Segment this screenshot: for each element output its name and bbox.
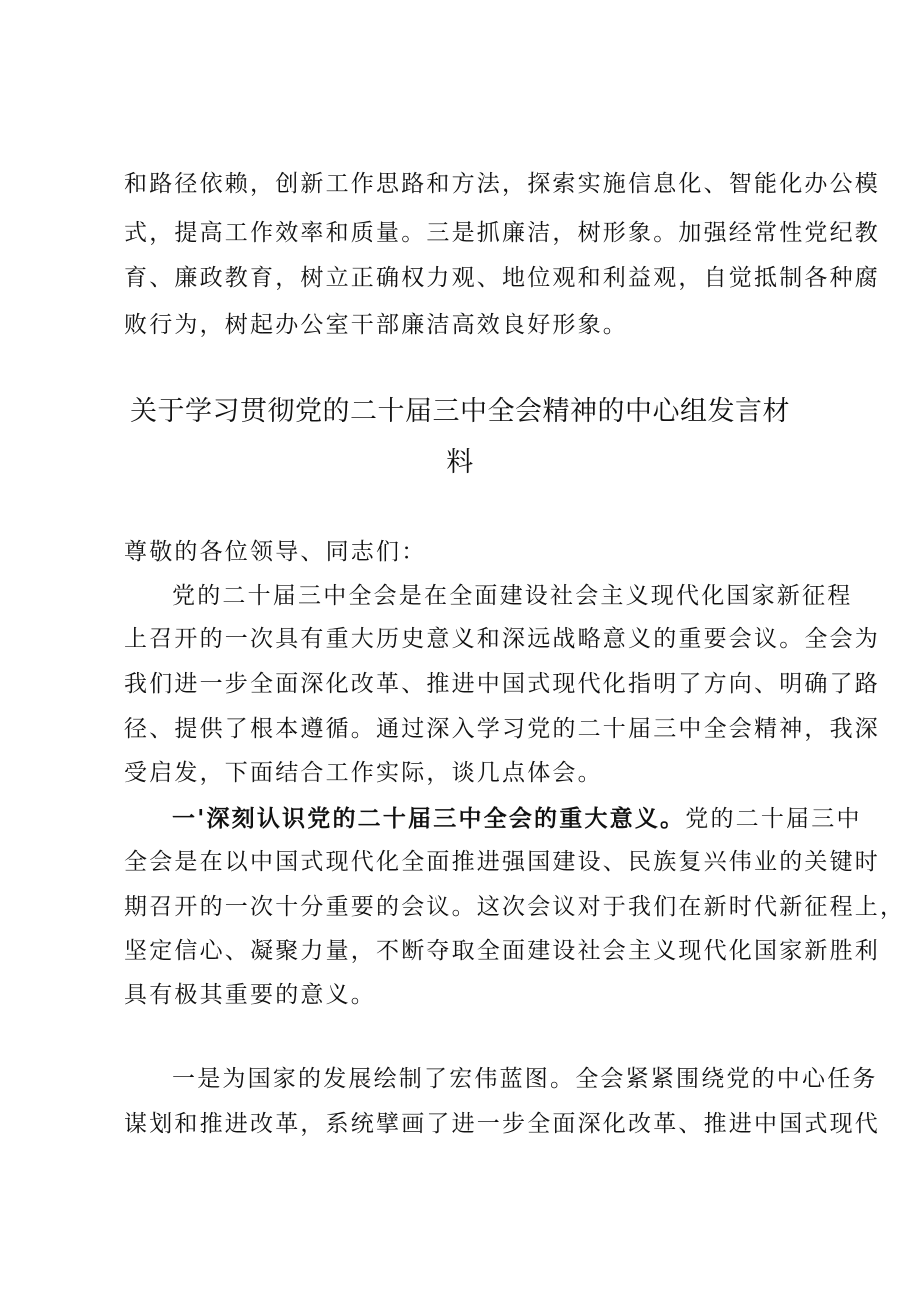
intro-line-1: 党的二十届三中全会是在全面建设社会主义现代化国家新征程 [172,583,853,609]
greeting: 尊敬的各位领导、同志们： [124,539,427,565]
top-paragraph-line-1: 和路径依赖，创新工作思路和方法，探索实施信息化、智能化办公模 [124,171,880,197]
section-one-line-3: 期召开的一次十分重要的会议。这次会议对于我们在新时代新征程上， [124,894,906,920]
document-title-line-1: 关于学习贯彻党的二十届三中全会精神的中心组发言材 [130,396,790,427]
section-one-heading: 一'深刻认识党的二十届三中全会的重大意义。 [172,805,686,832]
intro-line-5: 受启发，下面结合工作实际，谈几点体会。 [124,760,603,786]
section-one-line-2: 全会是在以中国式现代化全面推进强国建设、民族复兴伟业的关键时 [124,849,880,875]
section-one-line-4: 坚定信心、凝聚力量，不断夺取全面建设社会主义现代化国家新胜利 [124,938,880,964]
intro-line-3: 我们进一步全面深化改革、推进中国式现代化指明了方向、明确了路 [124,671,880,697]
intro-line-2: 上召开的一次具有重大历史意义和深远战略意义的重要会议。全会为 [124,626,880,652]
top-paragraph-line-3: 育、廉政教育，树立正确权力观、地位观和利益观，自觉抵制各种腐 [124,265,880,291]
section-one-first-line [172,804,862,834]
document-title-line-2: 料 [446,447,474,478]
point-one-line-1: 一是为国家的发展绘制了宏伟蓝图。全会紧紧围绕党的中心任务 [172,1066,878,1092]
intro-line-4: 径、提供了根本遵循。通过深入学习党的二十届三中全会精神，我深 [124,716,880,742]
top-paragraph-line-2: 式，提高工作效率和质量。三是抓廉洁，树形象。加强经常性党纪教 [124,220,880,246]
top-paragraph-line-4: 败行为，树起办公室干部廉洁高效良好形象。 [124,312,628,338]
section-one-first-line-rest: 党的二十届三中 [685,806,862,832]
section-one-line-5: 具有极其重要的意义。 [124,982,376,1008]
point-one-line-2: 谋划和推进改革，系统擘画了进一步全面深化改革、推进中国式现代 [124,1111,880,1137]
